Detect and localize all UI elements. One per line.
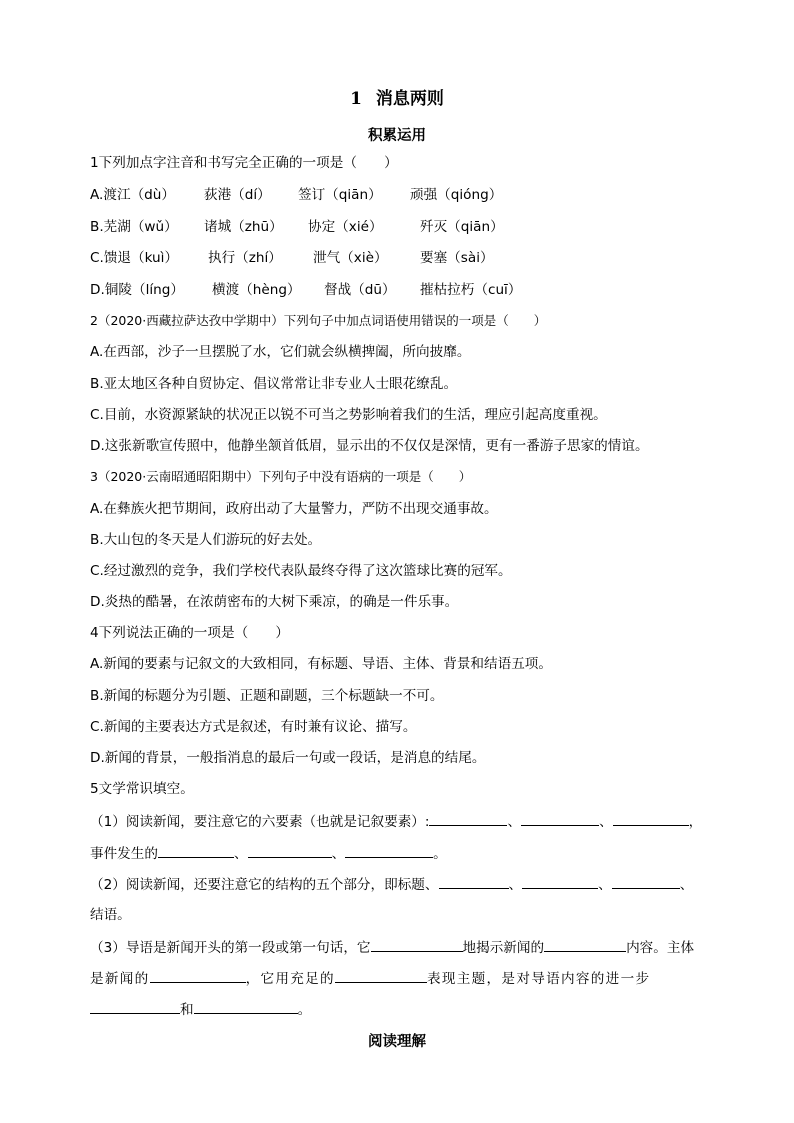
q3-option-b: B.大山包的冬天是人们游玩的好去处。 [90, 532, 322, 548]
answer-blank[interactable] [194, 999, 298, 1014]
q1-option-b: B.芜湖（wǔ） 诸城（zhū） 协定（xié） 歼灭（qiān） [90, 219, 504, 235]
q5-part3-line3: 和 。 [90, 999, 705, 1020]
section-heading-accumulation: 积累运用 [368, 128, 426, 144]
q3-option-c: C.经过激烈的竞争，我们学校代表队最终夺得了这次篮球比赛的冠军。 [90, 563, 512, 579]
answer-blank[interactable] [522, 874, 598, 889]
title-number: 1 [350, 89, 362, 109]
q2-option-a: A.在西部，沙子一旦摆脱了水，它们就会纵横捭阖，所向披靡。 [90, 344, 471, 360]
q5-part2-line2: 结语。 [90, 907, 131, 923]
q5-part3-line1: （3）导语是新闻开头的第一段或第一句话，它 地揭示新闻的 内容。主体 [90, 937, 705, 958]
q5-part2-line1: （2）阅读新闻，还要注意它的结构的五个部分，即标题、 、 、 、 [90, 874, 705, 895]
section-heading-reading: 阅读理解 [368, 1034, 426, 1050]
q2-option-b: B.亚太地区各种自贸协定、倡议常常让非专业人士眼花缭乱。 [90, 376, 458, 392]
q4-stem: 4下列说法正确的一项是（ ） [90, 625, 289, 641]
q5-part1-line2: 事件发生的 、 、 。 [90, 843, 705, 864]
answer-blank[interactable] [248, 843, 332, 858]
q3-stem: 3（2020·云南昭通昭阳期中）下列句子中没有语病的一项是（ ） [90, 469, 472, 484]
answer-blank[interactable] [429, 811, 507, 826]
answer-blank[interactable] [335, 968, 427, 983]
answer-blank[interactable] [90, 999, 180, 1014]
answer-blank[interactable] [345, 843, 433, 858]
q1-option-a: A.渡江（dù） 荻港（dí） 签订（qiān） 顽强（qióng） [90, 187, 503, 203]
q2-option-c: C.目前，水资源紧缺的状况正以锐不可当之势影响着我们的生活，理应引起高度重视。 [90, 407, 607, 423]
page-title [0, 84, 794, 109]
q5-part3-line2: 是新闻的 ，它用充足的 表现主题，是对导语内容的进一步 [90, 968, 705, 989]
q1-stem: 1下列加点字注音和书写完全正确的一项是（ ） [90, 155, 398, 171]
q4-option-b: B.新闻的标题分为引题、正题和副题，三个标题缺一不可。 [90, 688, 444, 704]
q5-part1-line1: （1）阅读新闻，要注意它的六要素（也就是记叙要素）: 、 、 ， [90, 811, 705, 832]
answer-blank[interactable] [439, 874, 509, 889]
answer-blank[interactable] [544, 937, 626, 952]
q4-option-c: C.新闻的主要表达方式是叙述，有时兼有议论、描写。 [90, 719, 417, 735]
q1-option-c: C.馈退（kuì） 执行（zhí） 泄气（xiè） 要塞（sài） [90, 250, 494, 266]
answer-blank[interactable] [371, 937, 463, 952]
q4-option-d: D.新闻的背景，一般指消息的最后一句或一段话，是消息的结尾。 [90, 750, 486, 766]
q4-option-a: A.新闻的要素与记叙文的大致相同，有标题、导语、主体、背景和结语五项。 [90, 656, 552, 672]
answer-blank[interactable] [613, 811, 689, 826]
answer-blank[interactable] [612, 874, 680, 889]
q2-stem: 2（2020·西藏拉萨达孜中学期中）下列句子中加点词语使用错误的一项是（ ） [90, 313, 547, 328]
answer-blank[interactable] [150, 968, 246, 983]
q2-option-d: D.这张新歌宣传照中，他静坐颔首低眉，显示出的不仅仅是深情，更有一番游子思家的情谊。 [90, 438, 649, 454]
q3-option-a: A.在彝族火把节期间，政府出动了大量警力，严防不出现交通事故。 [90, 501, 498, 517]
q5-stem: 5文学常识填空。 [90, 781, 194, 797]
answer-blank[interactable] [158, 843, 234, 858]
q1-option-d: D.铜陵（líng） 横渡（hèng） 督战（dū） 摧枯拉朽（cuī） [90, 282, 522, 298]
q3-option-d: D.炎热的酷暑，在浓荫密布的大树下乘凉，的确是一件乐事。 [90, 594, 459, 610]
title-text: 消息两则 [375, 89, 444, 109]
answer-blank[interactable] [521, 811, 599, 826]
